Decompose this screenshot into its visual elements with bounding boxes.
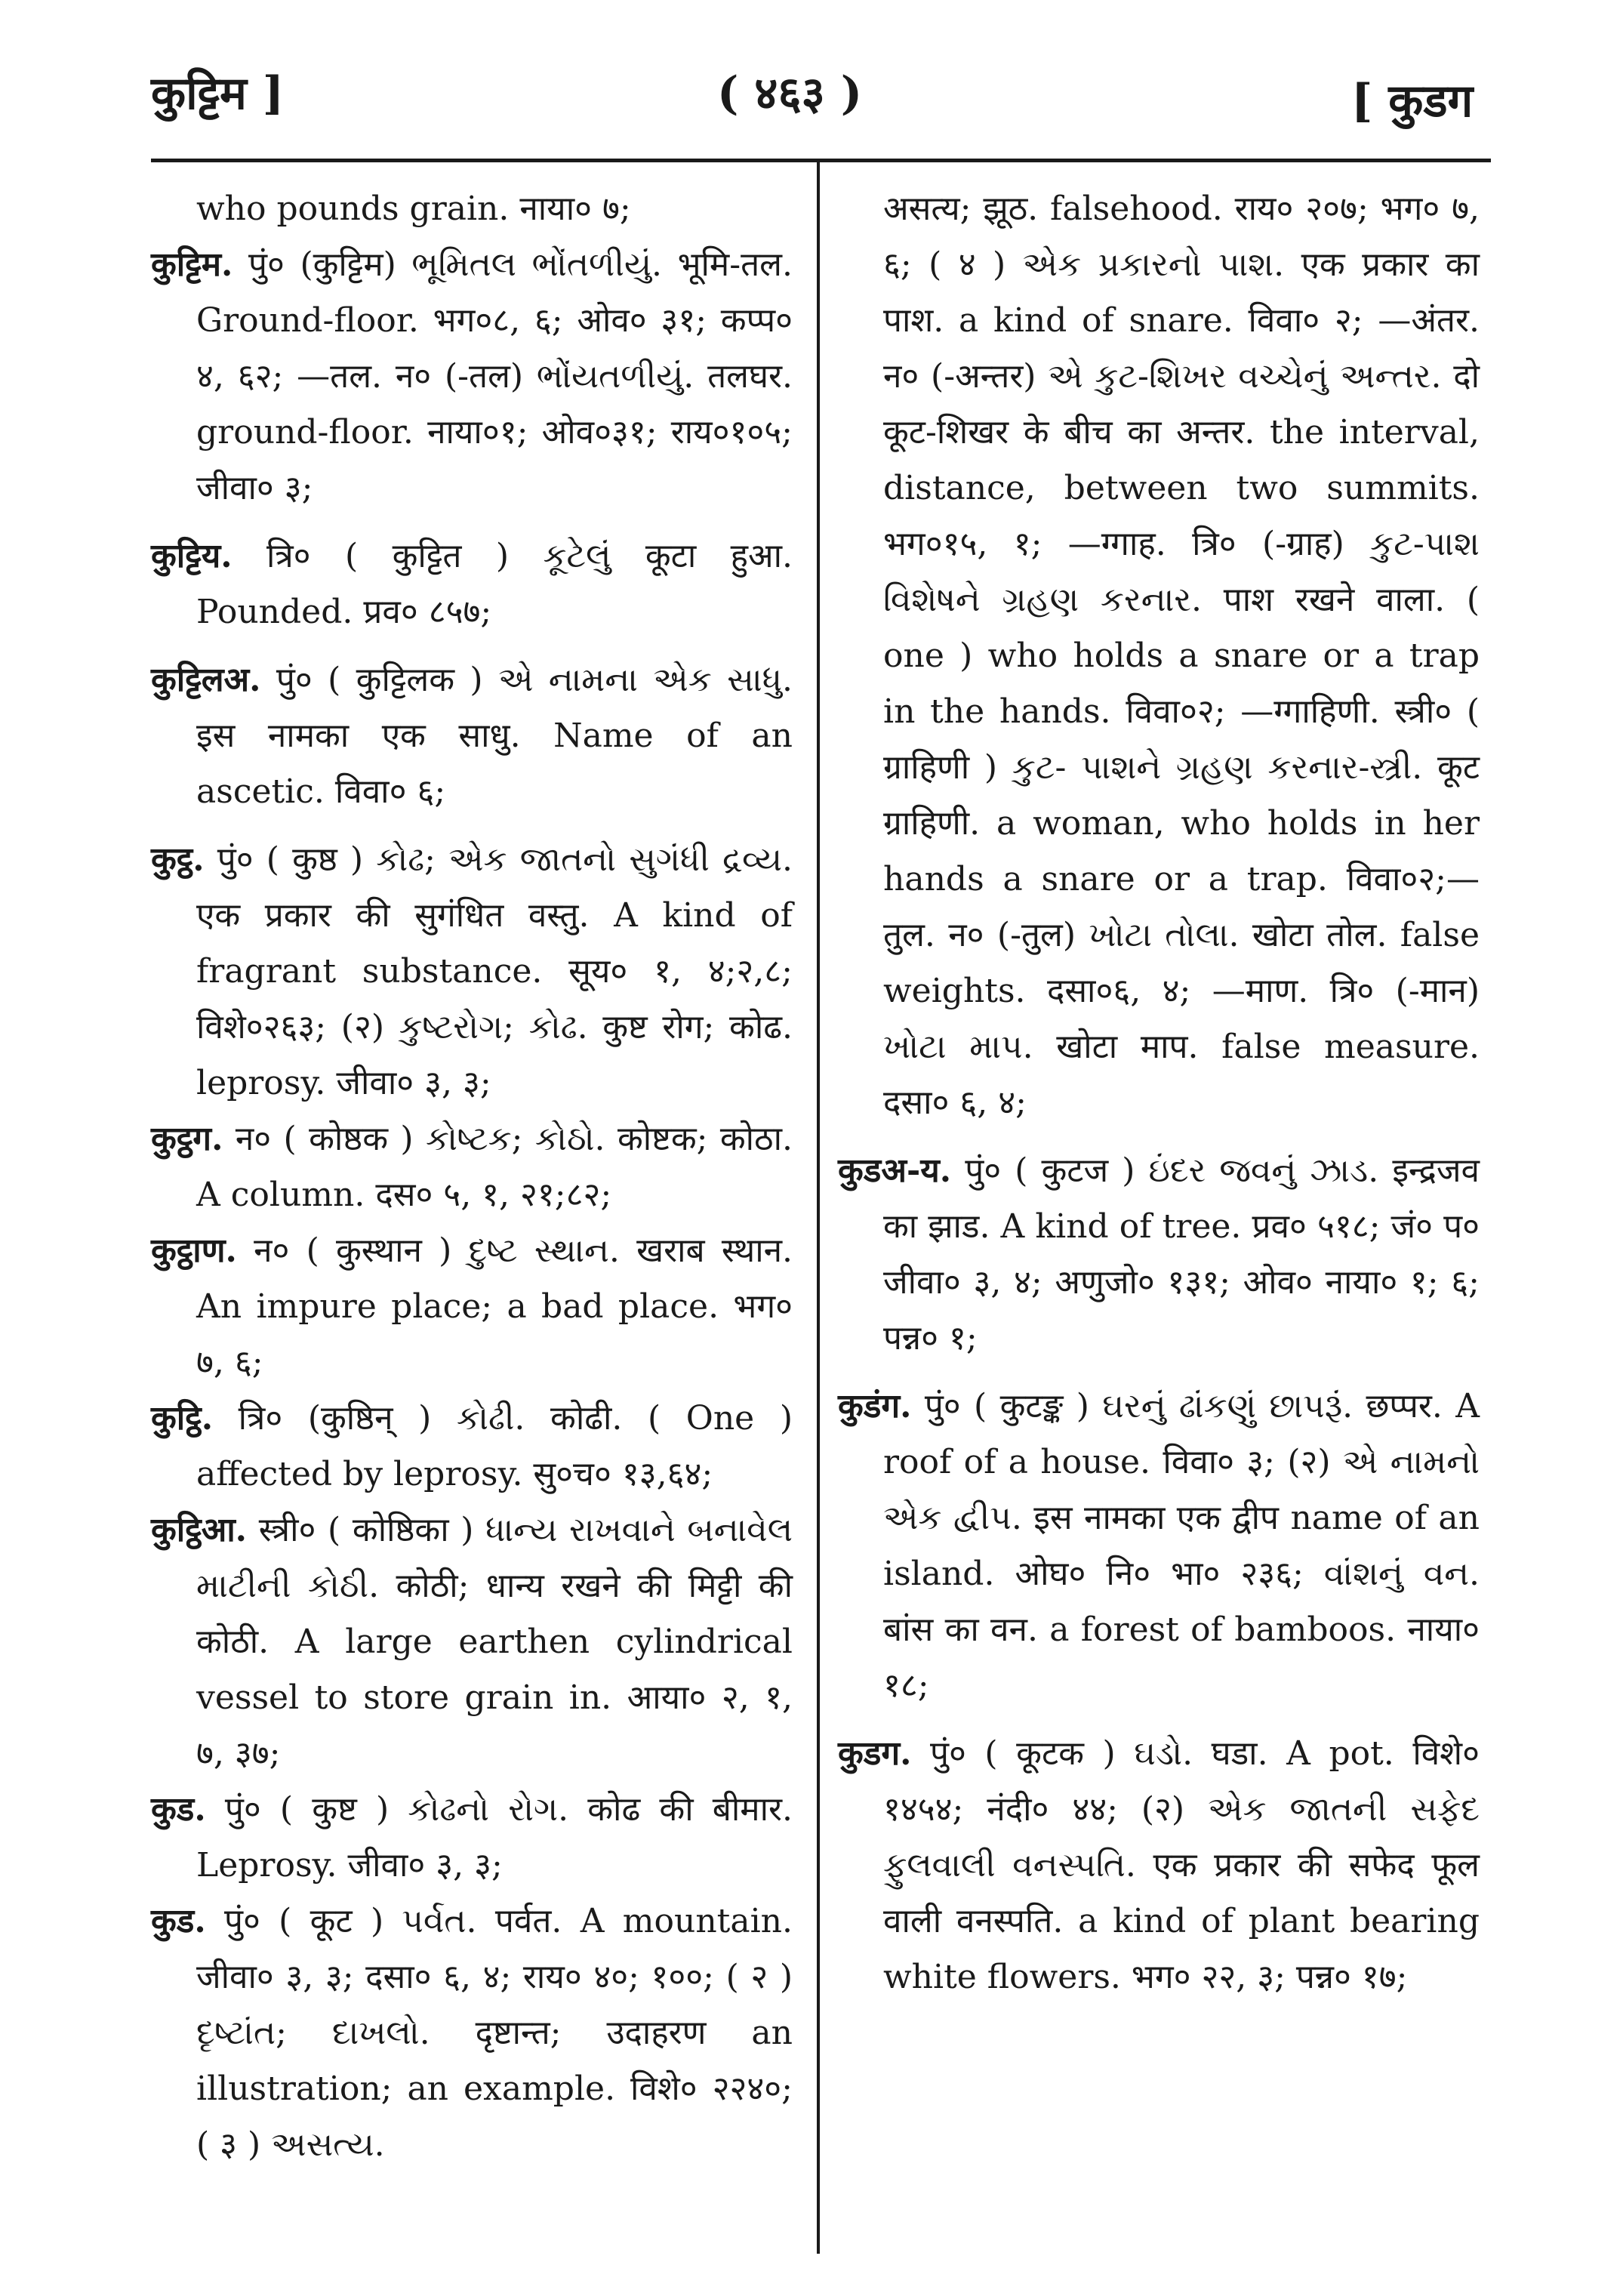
- header-right-guide-word: [ कुडग: [1351, 75, 1474, 128]
- dictionary-entry: असत्य; झूठ. falsehood. राय० २०७; भग० ७, ६; ( ४ ) એક પ્રકારનો પાશ. एक प्रकार का पाश. a kind of snare. विवा० २; —अंतर. न० (-अन्तर) એ કુટ-શિખર વચ્ચેનું અન્તર. दो कूट-शिखर के बीच का अन्तर. the interval, distance, between two summits. भग०१५, १; —ग्गाह. त्रि० (-ग्राह) કુટ-પાશ વિશેષને ગ્રહણ કરનાર. पाश रखने वाला. ( one ) who holds a snare or a trap in the hands. विवा०२; —ग्गाहिणी. स्त्री० ( ग्राहिणी ) કુટ- પાશને ગ્રહણ કરનાર-સ્ત્રી. कूट ग्राहिणी. a woman, who holds in her hands a snare or a trap. विवा०२;—तुल. न० (-तुल) ખોટા તોલા. खोटा तोल. false weights. दसा०६, ४; —माण. त्रि० (-मान) ખોટા માપ. खोटा माप. false measure. दसा० ६, ४;: [883, 190, 1480, 1122]
- dictionary-entry: कुट्ठाण. न० ( कुस्थान ) દુષ્ટ સ્થાન. खराब स्थान. An impure place; a bad place. भग० ७, ६;: [151, 1231, 793, 1382]
- headword: कुट्ठि.: [151, 1399, 214, 1438]
- page-header: [0, 53, 1623, 143]
- dictionary-entry: कुट्टिय. त्रि० ( कुट्टित ) કૂટેલું कूटा हुआ. Pounded. प्रव० ८५७;: [151, 537, 793, 631]
- headword: कुडंग.: [838, 1387, 912, 1425]
- headword: कुडग.: [838, 1734, 912, 1773]
- headword: कुट्टिलअ.: [151, 661, 261, 699]
- dictionary-entry: कुडग. पुं० ( कूटक ) ઘડો. घडा. A pot. विशे० १४५४; नंदी० ४४; (२) એક જાતની સફેદ ફુલવાલી વનસ્પતિ. एक प्रकार की सफेद फूल वाली वनस्पति. a kind of plant bearing white flowers. भग० २२, ३; पन्न० १७;: [838, 1734, 1480, 1996]
- headword: कुड.: [151, 1902, 206, 1940]
- dictionary-entry: कुड. पुं० ( कुष्ट ) કોઢનો રોગ. कोढ की बीमार. Leprosy. जीवा० ३, ३;: [151, 1790, 793, 1885]
- headword: कुट्ठाण.: [151, 1231, 237, 1270]
- dictionary-entry: कुट्ठि. त्रि० (कुष्ठिन् ) કોઢી. कोढी. ( One ) affected by leprosy. सु०च० १३,६४;: [151, 1399, 793, 1493]
- column-divider: [817, 162, 820, 2254]
- dictionary-entry: कुड. पुं० ( कूट ) પર્વત. पर्वत. A mountain. जीवा० ३, ३; दसा० ६, ४; राय० ४०; १००; ( २ ) દૃષ્ટાંત; દાખલો. दृष्टान्त; उदाहरण an illustration; an example. विशे० २२४०; ( ३ ) અસત્ય.: [151, 1902, 793, 2164]
- headword: कुड.: [151, 1790, 206, 1829]
- dictionary-entry: कुट्ठग. न० ( कोष्ठक ) કોષ્ટક; કોઠો. कोष्टक; कोठा. A column. दस० ५, १, २१;८२;: [151, 1120, 793, 1214]
- dictionary-entry: कुट्ठ. पुं० ( कुष्ठ ) કોઢ; એક જાતનો સુગંધી દ્રવ્ય. एक प्रकार की सुगंधित वस्तु. A kind of fragrant substance. सूय० १, ४;२,८; विशे०२६३; (२) કુષ્ટરોગ; કોઢ. कुष्ट रोग; कोढ. leprosy. जीवा० ३, ३;: [151, 840, 793, 1102]
- dictionary-entry: कुट्टिलअ. पुं० ( कुट्टिलक ) એ નામના એક સાધુ. इस नामका एक साधु. Name of an ascetic. विवा० ६;: [151, 661, 793, 811]
- dictionary-entry: कुट्टिम. पुं० (कुट्टिम) ભૂમિતલ ભોંતળીયું. भूमि-तल. Ground-floor. भग०८, ६; ओव० ३१; कप्प० ४, ६२; —तल. न० (-तल) ભોંયતળીયું. तलघर. ground-floor. नाया०१; ओव०३१; राय०१०५; जीवा० ३;: [151, 245, 793, 507]
- dictionary-entry: कुडअ-य. पुं० ( कुटज ) ઇંદર જવનું ઝાડ. इन्द्रजव का झाड. A kind of tree. प्रव० ५१८; जं० प० जीवा० ३, ४; अणुजो० १३१; ओव० नाया० १; ६; पन्न० १;: [838, 1151, 1480, 1358]
- headword: कुडअ-य.: [838, 1151, 952, 1190]
- right-column: [838, 181, 1480, 2005]
- headword: कुट्टिम.: [151, 245, 233, 284]
- header-left-guide-word: कुट्टिम ]: [151, 67, 285, 120]
- headword: कुट्ठ.: [151, 840, 205, 879]
- headword: कुट्टिय.: [151, 537, 233, 575]
- dictionary-entry: कुट्ठिआ. स्त्री० ( कोष्ठिका ) ધાન્ય રાખવાને બનાવેલ માટીની કોઠી. कोठी; धान्य रखने की मिट्टी की कोठी. A large earthen cylindrical vessel to store grain in. आया० २, १, ७, ३७;: [151, 1511, 793, 1773]
- left-column: [151, 181, 793, 2173]
- headword: कुट्ठग.: [151, 1120, 223, 1158]
- headword: कुट्ठिआ.: [151, 1511, 247, 1549]
- dictionary-entry: who pounds grain. नाया० ७;: [196, 190, 631, 228]
- dictionary-entry: कुडंग. पुं० ( कुटङ्क ) ઘરનું ઢાંકણું છાપરૂં. छप्पर. A roof of a house. विवा० ३; (२) એ નામનો એક દ્વીપ. इस नामका एक द्वीप name of an island. ओघ० नि० भा० २३६; વાંશનું વન. बांस का वन. a forest of bamboos. नाया० १८;: [838, 1387, 1480, 1705]
- page-number: ( ४६३ ): [717, 67, 863, 120]
- header-rule: [151, 159, 1491, 162]
